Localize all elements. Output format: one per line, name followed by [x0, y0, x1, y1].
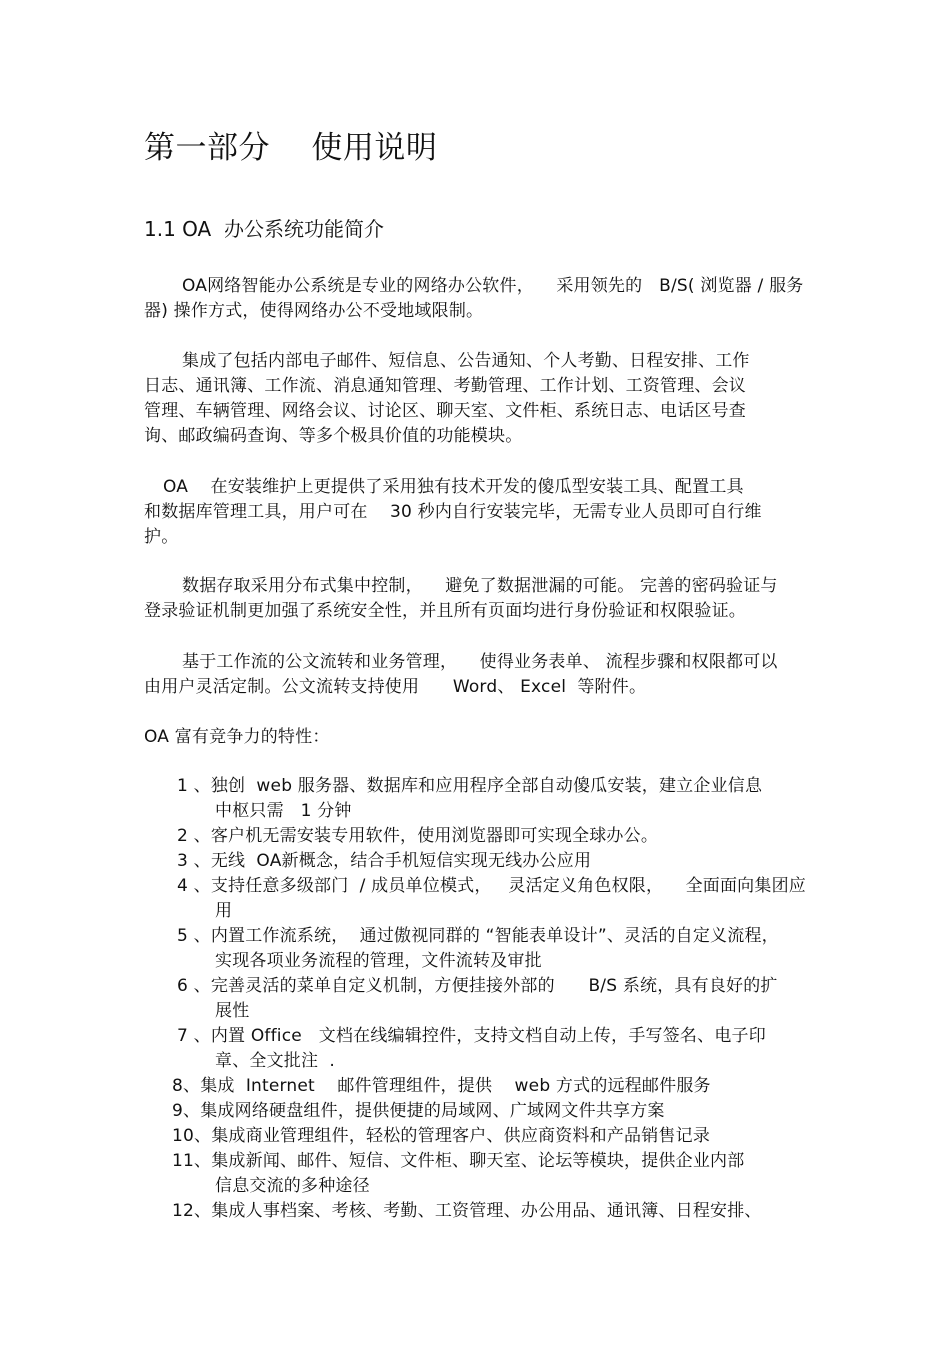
feature-item-1-line-1: 1 、独创 web 服务器、数据库和应用程序全部自动傻瓜安装，建立企业信息	[177, 776, 763, 796]
feature-item-5-line-1: 5 、内置工作流系统， 通过傲视同群的 “智能表单设计”、灵活的自定义流程，	[177, 926, 779, 946]
paragraph-3-line-2: 和数据库管理工具，用户可在 30 秒内自行安装完毕，无需专业人员即可自行维	[144, 502, 762, 522]
feature-item-10: 10、集成商业管理组件，轻松的管理客户、供应商资料和产品销售记录	[172, 1126, 711, 1146]
feature-item-11-line-1: 11、集成新闻、邮件、短信、文件柜、聊天室、论坛等模块，提供企业内部	[172, 1151, 745, 1171]
feature-item-7-line-2: 章、全文批注 .	[215, 1051, 336, 1071]
feature-item-8: 8、集成 Internet 邮件管理组件，提供 web 方式的远程邮件服务	[172, 1076, 711, 1096]
paragraph-1-line-2: 器) 操作方式，使得网络办公不受地域限制。	[144, 301, 484, 321]
feature-item-7-line-1: 7 、内置 Office 文档在线编辑控件，支持文档自动上传，手写签名、电子印	[177, 1026, 766, 1046]
paragraph-2-line-3: 管理、车辆管理、网络会议、讨论区、聊天室、文件柜、系统日志、电话区号查	[144, 401, 746, 421]
feature-item-11-line-2: 信息交流的多种途径	[215, 1176, 370, 1196]
paragraph-4-line-2: 登录验证机制更加强了系统安全性，并且所有页面均进行身份验证和权限验证。	[144, 601, 746, 621]
feature-item-1-line-2: 中枢只需 1 分钟	[215, 801, 352, 821]
feature-item-4-line-1: 4 、支持任意多级部门 / 成员单位模式， 灵活定义角色权限， 全面面向集团应	[177, 876, 806, 896]
paragraph-2-line-2: 日志、通讯簿、工作流、消息通知管理、考勤管理、工作计划、工资管理、会议	[144, 376, 746, 396]
paragraph-3-line-1: OA 在安装维护上更提供了采用独有技术开发的傻瓜型安装工具、配置工具	[163, 477, 744, 497]
paragraph-2-line-1: 集成了包括内部电子邮件、短信息、公告通知、个人考勤、日程安排、工作	[182, 351, 750, 371]
feature-item-3: 3 、无线 OA新概念，结合手机短信实现无线办公应用	[177, 851, 592, 871]
paragraph-4-line-1: 数据存取采用分布式集中控制， 避免了数据泄漏的可能。 完善的密码验证与	[182, 576, 778, 596]
feature-item-4-line-2: 用	[215, 901, 233, 921]
feature-item-2: 2 、客户机无需安装专用软件，使用浏览器即可实现全球办公。	[177, 826, 659, 846]
paragraph-5-line-2: 由用户灵活定制。公文流转支持使用 Word、 Excel 等附件。	[144, 677, 647, 697]
paragraph-1-line-1: OA网络智能办公系统是专业的网络办公软件， 采用领先的 B/S( 浏览器 / 服务	[182, 276, 804, 296]
feature-item-9: 9、集成网络硬盘组件，提供便捷的局域网、广域网文件共享方案	[172, 1101, 665, 1121]
feature-item-5-line-2: 实现各项业务流程的管理，文件流转及审批	[215, 951, 542, 971]
paragraph-3-line-3: 护。	[144, 527, 179, 547]
paragraph-2-line-4: 询、邮政编码查询、等多个极具价值的功能模块。	[144, 426, 523, 446]
section-heading: 1.1 OA 办公系统功能简介	[144, 217, 384, 241]
feature-item-6-line-1: 6 、完善灵活的菜单自定义机制，方便挂接外部的 B/S 系统，具有良好的扩	[177, 976, 778, 996]
feature-item-6-line-2: 展性	[215, 1001, 250, 1021]
features-heading: OA 富有竞争力的特性：	[144, 727, 330, 747]
page-title: 第一部分 使用说明	[144, 130, 438, 166]
feature-item-12: 12、集成人事档案、考核、考勤、工资管理、办公用品、通讯簿、日程安排、	[172, 1201, 762, 1221]
paragraph-5-line-1: 基于工作流的公文流转和业务管理， 使得业务表单、 流程步骤和权限都可以	[182, 652, 778, 672]
